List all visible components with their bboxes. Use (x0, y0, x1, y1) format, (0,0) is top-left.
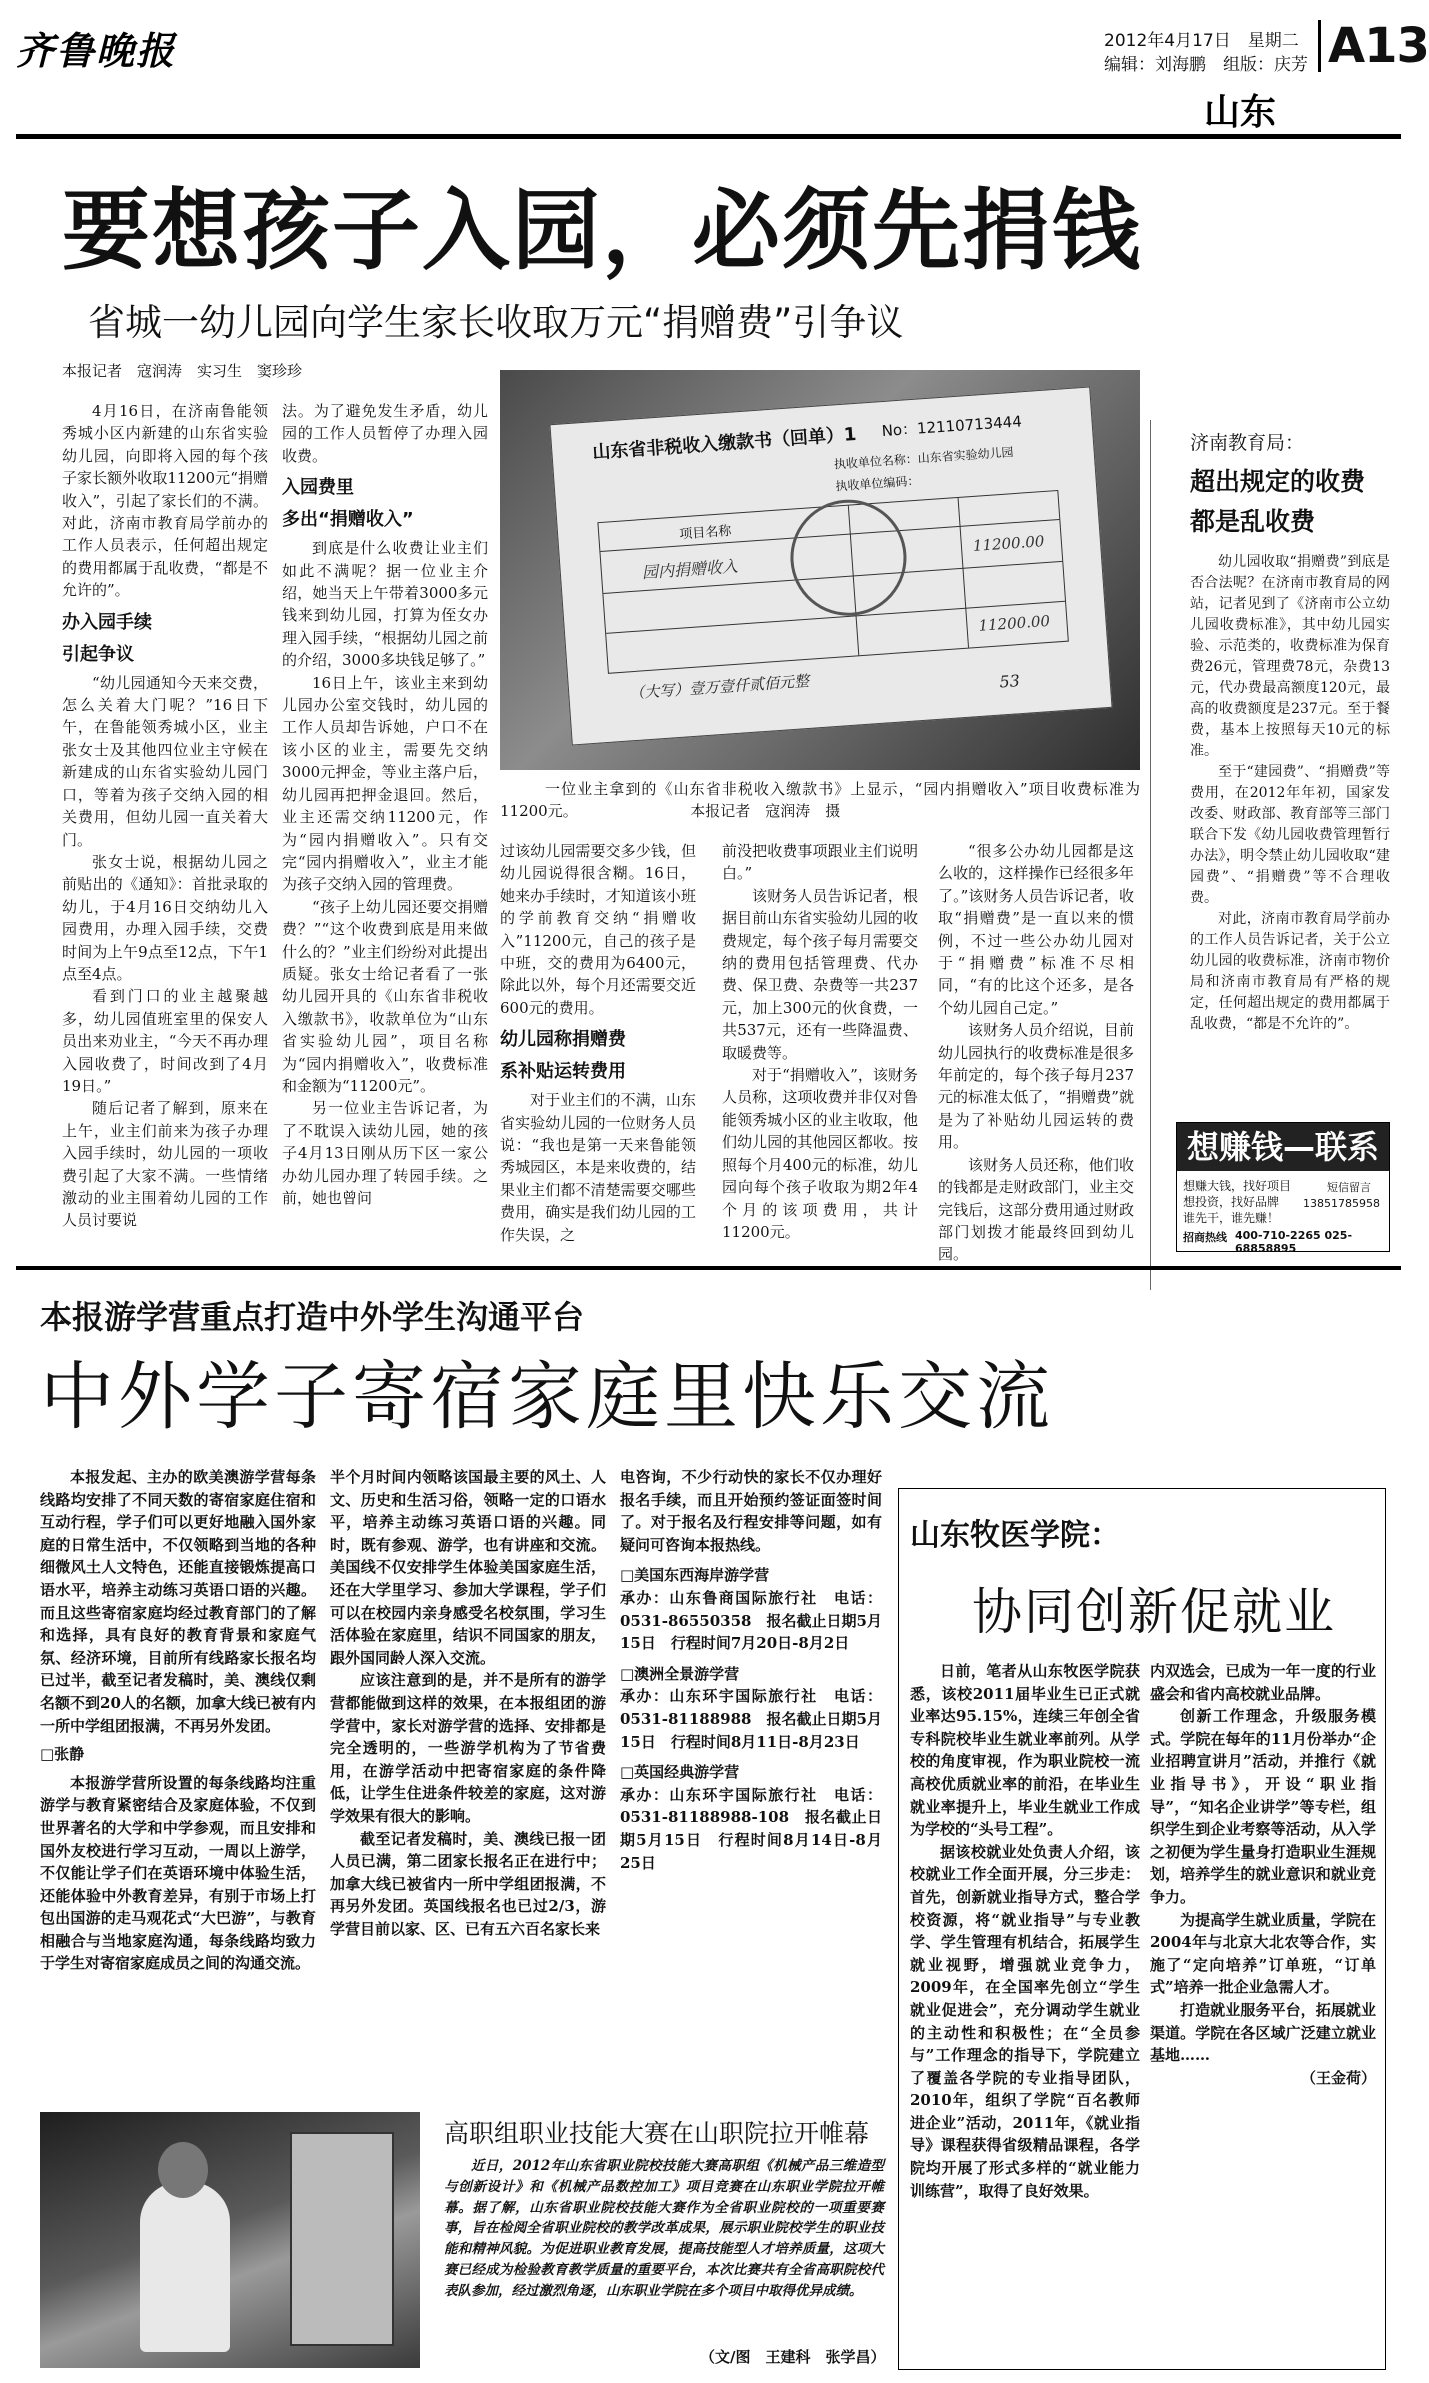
paragraph: “幼儿园通知今天来交费，怎么关着大门呢？”16日下午，在鲁能领秀城小区，业主张女士及其他四位业主守候在新建成的山东省实验幼儿园门口，等着为孩子交纳入园的相关费用，但幼儿园一直关着大门。 (62, 673, 268, 849)
byline: （王金荷） (1300, 2068, 1376, 2087)
subhead: 幼儿园称捐赠费 (500, 1029, 626, 1051)
machine-shape (290, 2132, 394, 2346)
competition-photo (40, 2112, 420, 2368)
paragraph: 16日上午，该业主来到幼儿园办公室交钱时，幼儿园的工作人员却告诉她，户口不在该小区的业主，需要先交纳3000元押金，等业主落户后，幼儿园再把押金退回。然后，业主还需交纳11200元，作为“园内捐赠收入”。只有交完“园内捐赠收入”，业主才能为孩子交纳入园的管理费。 (282, 673, 488, 894)
paragraph: 日前，笔者从山东牧医学院获悉，该校2011届毕业生已正式就业率达95.15%，连续三年创全省专科院校毕业生就业率前列。从学校的角度审视，作为职业院校一流高校优质就业率的前沿，在毕业生就业率提升上，毕业生就业工作成为学校的“头号工程”。 (910, 1662, 1140, 1839)
byline: □张静 (40, 1745, 85, 1764)
ad-line-1: 想赚大钱，找好项目 (1183, 1179, 1292, 1193)
paragraph: 张女士说，根据幼儿园之前贴出的《通知》：首批录取的幼儿，于4月16日交纳幼儿入园费用，办理入园手续，交费时间为上午9点至12点，下午1点至4点。 (62, 852, 268, 983)
list-title: □澳洲全景游学营 (620, 1664, 740, 1683)
ad-box[interactable] (1176, 1122, 1390, 1255)
paragraph: 该财务人员还称，他们收的钱都是走财政部门，业主交完钱后，这部分费用通过财政部门划拨才能最终回到幼儿园。 (938, 1155, 1134, 1264)
paragraph: 至于“建园费”、“捐赠费”等费用，在2012年年初，国家发改委、财政部、教育部等三部门联合下发《幼儿园收费管理暂行办法》，明令禁止幼儿园收取“建园费”、“捐赠费”等不合理收费。 (1190, 764, 1390, 906)
story2-headline: 中外学子寄宿家庭里快乐交流 (40, 1354, 1054, 1440)
list-title: □英国经典游学营 (620, 1763, 740, 1782)
receipt-unit-name: 执收单位名称：山东省实验幼儿园 (833, 445, 1014, 472)
story1-column-4 (722, 840, 918, 1320)
sidebar-divider (1150, 420, 1151, 1290)
paragraph: 对于“捐赠收入”，该财务人员称，这项收费并非仅对鲁能领秀城小区的业主收取，他们幼儿园的其他园区都收。按照每个月400元的标准，幼儿园向每个孩子收取为期2年4个月的该项费用，共计11200元。 (722, 1066, 918, 1241)
subhead: 系补贴运转费用 (500, 1061, 626, 1083)
receipt-title: 山东省非税收入缴款书（回单）1 (591, 423, 858, 464)
paragraph: 随后记者了解到，原来在上午，业主们前来为孩子办理入园手续时，幼儿园的一项收费引起了大家不满。一些情绪激动的业主围着幼儿园的工作人员讨要说 (62, 1099, 268, 1230)
paragraph: 法。为了避免发生矛盾，幼儿园的工作人员暂停了办理入园收费。 (282, 402, 488, 465)
paragraph: 对此，济南市教育局学前办的工作人员告诉记者，关于公立幼儿园的收费标准，济南市物价局和济南市教育局有严格的规定，任何超出规定的费用都属于乱收费，“都是不允许的”。 (1190, 911, 1390, 1032)
masthead-logo: 齐鲁晚报 (16, 28, 177, 73)
paragraph: 对于业主们的不满，山东省实验幼儿园的一位财务人员说：“我也是第一天来鲁能领秀城园区，本是来收费的，结果业主们都不清楚需要交哪些费用，确实是我们幼儿园的工作失误，之 (500, 1091, 696, 1244)
story3-column-2 (1150, 1660, 1376, 2350)
receipt-document (549, 386, 1112, 745)
list-item: 承办：山东环宇国际旅行社 电话：0531-81188988 报名截止日期5月15日 行程时间8月11日-8月23日 (620, 1687, 882, 1751)
sidebar-body (1190, 552, 1390, 1092)
story4-headline: 高职组职业技能大赛在山职院拉开帷幕 (444, 2119, 870, 2148)
receipt-total: 11200.00 (977, 611, 1051, 635)
story1-column-5 (938, 840, 1134, 1320)
story1-subheadline: 省城一幼儿园向学生家长收取万元“捐赠费”引争议 (88, 301, 904, 344)
paragraph: “孩子上幼儿园还要交捐赠费？”“这个收费到底是用来做什么的？”业主们纷纷对此提出质疑。张女士给记者看了一张幼儿园开具的《山东省非税收入缴款书》，收款单位为“山东省实验幼儿园”，项目名称为“园内捐赠收入”，收费标准和金额为“11200元”。 (282, 897, 488, 1095)
paragraph: 据该校就业处负责人介绍，该校就业工作全面开展，分三步走：首先，创新就业指导方式，整合学校资源，将“就业指导”与专业教学、学生管理有机结合，拓展学生就业视野，增强就业竞争力，2009年，在全国率先创立“学生就业促进会”，充分调动学生就业的主动性和积极性；在“全员参与”工作理念的指导下，学院建立了覆盖各学院的专业指导团队，2010年，组织了学院“百名教师进企业”活动，2011年，《就业指导》课程获得省级精品课程，各学院均开展了形式多样的“就业能力训练营”，取得了良好效果。 (910, 1842, 1140, 2200)
paragraph: 创新工作理念，升级服务模式。学院在每年的11月份举办“企业招聘宣讲月”活动，并推行《就业指导书》，开设“职业指导”，“知名企业讲学”等专栏，组织学生到企业考察等活动，从入学之初便为学生量身打造职业生涯规划，培养学生的就业意识和就业竞争力。 (1150, 1707, 1376, 1906)
story2-column-1 (40, 1466, 316, 2106)
paragraph: 到底是什么收费让业主们如此不满呢？据一位业主介绍，她当天上午带着3000多元钱来到幼儿园，打算为侄女办理入园手续，“根据幼儿园之前的介绍，3000多块钱足够了。” (282, 539, 488, 670)
subhead: 引起争议 (62, 643, 134, 665)
page-number: A13 (1328, 18, 1429, 74)
ad-line-2: 想投资，找好品牌 (1183, 1195, 1280, 1209)
story2-column-2 (330, 1466, 606, 2106)
paragraph: 另一位业主告诉记者，为了不耽误入读幼儿园，她的孩子4月13日刚从历下区一家公办幼儿园办理了转园手续。之前，她也曾问 (282, 1099, 488, 1207)
ad-sms-label: 短信留言 (1327, 1181, 1371, 1194)
subhead: 入园费里 (282, 477, 354, 499)
sidebar-label: 济南教育局： (1190, 432, 1305, 454)
list-item: 承办：山东鲁商国际旅行社 电话：0531-86550358 报名截止日期5月15日 行程时间7月20日-8月2日 (620, 1588, 882, 1653)
paragraph: 近日，2012年山东省职业院校技能大赛高职组《机械产品三维造型与创新设计》和《机械产品数控加工》项目竞赛在山东职业学院拉开帷幕。据了解，山东省职业院校技能大赛作为全省职业院校的一项重要赛事，旨在检阅全省职业院校的教学改革成果，展示职业院校学生的职业技能和精神风貌。为促进职业教育发展，提高技能型人才培养质量，这项大赛已经成为检验教育教学质量的重要平台，本次比赛共有全省高职院校代表队参加，经过激烈角逐，山东职业学院在多个项目中取得优异成绩。 (444, 2158, 884, 2299)
story1-column-2 (282, 400, 488, 1320)
section-label: 山东 (1204, 92, 1277, 133)
paragraph: 该财务人员告诉记者，根据目前山东省实验幼儿园的收费规定，每个孩子每月需要交纳的费用包括管理费、代办费、保卫费、杂费等一共237元，加上300元的伙食费，一共537元，还有一些降温费、取暖费等。 (722, 886, 918, 1062)
receipt-item-header: 项目名称 (678, 523, 732, 543)
paragraph: 半个月时间内领略该国最主要的风土、人文、历史和生活习俗，领略一定的口语水平，培养主动练习英语口语的兴趣。同时，既有参观、游学，也有讲座和交流。美国线不仅安排学生体验美国家庭生活，还在大学里学习、参加大学课程，学子们可以在校园内亲身感受名校氛围，学习生活体验在家庭里，结识不同国家的朋友，跟外国同龄人深入交流。 (330, 1468, 606, 1667)
story2-kicker: 本报游学营重点打造中外学生沟通平台 (40, 1298, 585, 1336)
section-divider (16, 1266, 1401, 1270)
paragraph: “很多公办幼儿园都是这么收的，这样操作已经很多年了。”该财务人员告诉记者，收取“捐赠费”是一直以来的惯例，不过一些公办幼儿园对于“捐赠费”标准不尽相同，“有的比这个还多，是各个幼儿园自己定。” (938, 842, 1134, 1017)
paragraph: 本报游学营所设置的每条线路均注重游学与教育紧密结合及家庭体验，不仅到世界著名的大学和中学参观，而且安排和国外友校进行学习互动，一周以上游学，不仅能让学子们在英语环境中体验生活，还能体验中外教育差异，有别于市场上打包出国游的走马观花式“大巴游”，与教育相融合与当地家庭沟通，每条线路均致力于学生对寄宿家庭成员之间的沟通交流。 (40, 1773, 316, 1973)
story3-headline: 协同创新促就业 (972, 1583, 1336, 1641)
paragraph: 4月16日，在济南鲁能领秀城小区内新建的山东省实验幼儿园，向即将入园的每个孩子家长额外收取11200元“捐赠收入”，引起了家长们的不满。对此，济南市教育局学前办的工作人员表示，任何超出规定的费用都属于乱收费，“都是不允许的”。 (62, 402, 268, 600)
ad-line-3: 谁先干，谁先赚！ (1183, 1211, 1280, 1225)
story4-body (444, 2156, 884, 2344)
list-title: □美国东西海岸游学营 (620, 1566, 770, 1585)
paragraph: 看到门口的业主越聚越多，幼儿园值班室里的保安人员出来劝业主，“今天不再办理入园收费了，时间改到了4月19日。” (62, 987, 268, 1095)
ad-title: 想赚钱—联系我 (1177, 1123, 1389, 1171)
paragraph: 前没把收费事项跟业主们说明白。” (722, 842, 918, 883)
paragraph: 为提高学生就业质量，学院在2004年与北京大北农等合作，实施了“定向培养”订单班，“订单式”培养一批企业急需人才。 (1150, 1910, 1376, 1997)
sidebar-head-2: 都是乱收费 (1190, 507, 1316, 536)
paragraph: 电咨询，不少行动快的家长不仅办理好报名手续，而且开始预约签证面签时间了。对于报名及行程安排等问题，如有疑问可咨询本报热线。 (620, 1468, 882, 1554)
receipt-number: No：12110713444 (881, 412, 1023, 441)
story3-column-1 (910, 1660, 1140, 2350)
ad-sms-number: 13851785958 (1303, 1197, 1380, 1210)
masthead-editors: 编辑：刘海鹏 组版：庆芳 (1104, 55, 1308, 75)
story1-headline: 要想孩子入园，必须先捐钱 (62, 179, 1143, 282)
ad-hotline: 400-710-2265 025-68858895 (1235, 1229, 1353, 1255)
subhead: 办入园手续 (62, 611, 152, 633)
subhead: 多出“捐赠收入” (282, 509, 414, 531)
photo-caption: 一位业主拿到的《山东省非税收入缴款书》上显示，“园内捐赠收入”项目收费标准为11200元。 本报记者 寇润涛 摄 (500, 780, 1140, 820)
paragraph: 截至记者发稿时，美、澳线已报一团人员已满，第二团家长报名正在进行中；加拿大线已被省内一所中学组团报满，不再另外发团。英国线报名也已过2/3，游学营目前以家、区、已有五六百名家长来 (330, 1829, 606, 1938)
receipt-item: 园内捐赠收入 (641, 556, 739, 583)
story1-column-1 (62, 400, 268, 1320)
receipt-amount: 11200.00 (972, 532, 1045, 556)
story1-column-3 (500, 840, 696, 1320)
receipt-photo (500, 370, 1140, 770)
receipt-payer: （大写）壹万壹仟贰佰元整 (628, 671, 810, 703)
paragraph: 过该幼儿园需要交多少钱，但幼儿园说得很含糊。16日，她来办手续时，才知道该小班的学前教育交纳“捐赠收入”11200元，自己的孩子是中班，交的费用为6400元，除此以外，每个月还需要交近600元的费用。 (500, 842, 696, 1017)
paragraph: 幼儿园收取“捐赠费”到底是否合法呢？在济南市教育局的网站，记者见到了《济南市公立幼儿园收费标准》，其中幼儿园实验、示范类的，收费标准为保育费26元，管理费78元，杂费13元，代办费最高额度120元，最高的收费额度是237元。至于餐费，基本上按照每天10元的标准。 (1190, 554, 1390, 759)
story1-byline: 本报记者 寇润涛 实习生 窦珍珍 (62, 362, 303, 380)
ad-hotline-label: 招商热线 (1183, 1231, 1227, 1244)
list-item: 承办：山东环宇国际旅行社 电话：0531-81188988-108 报名截止日期5月15日 行程时间8月14日-8月25日 (620, 1785, 882, 1872)
masthead-divider (1318, 20, 1321, 72)
story4-byline: （文/图 王建科 张学昌） (700, 2348, 886, 2366)
top-rule (16, 134, 1401, 139)
sidebar-head-1: 超出规定的收费 (1190, 467, 1366, 496)
paragraph: 本报发起、主办的欧美澳游学营每条线路均安排了不同天数的寄宿家庭住宿和互动行程，学子们可以更好地融入国外家庭的日常生活中，不仅领略到当地的各种细微风土人文特色，还能直接锻炼提高口语水平，培养主动练习英语口语的兴趣。而且这些寄宿家庭均经过教育部门的了解和选择，具有良好的教育背景和家庭气氛、经济环境，目前所有线路家长报名均已过半，截至记者发稿时，美、澳线仅剩名额不到20人的名额，加拿大线已被有内一所中学组团报满，不再另外发团。 (40, 1468, 316, 1735)
paragraph: 打造就业服务平台，拓展就业渠道。学院在各区域广泛建立就业基地…… (1150, 2000, 1376, 2065)
paragraph: 该财务人员介绍说，目前幼儿园执行的收费标准是很多年前定的，每个孩子每月237元的标准太低了，“捐赠费”就是为了补贴幼儿园运转的费用。 (938, 1021, 1134, 1152)
story3-kicker: 山东牧医学院： (910, 1518, 1120, 1553)
person-shape (140, 2182, 230, 2352)
person-head (158, 2142, 208, 2198)
paragraph: 应该注意到的是，并不是所有的游学营都能做到这样的效果，在本报组团的游学营中，家长对游学营的选择、安排都是完全透明的，一些游学机构为了节省费用，在游学活动中把寄宿家庭的条件降低，让学生住进条件较差的家庭，这对游学效果有很大的影响。 (330, 1671, 606, 1825)
receipt-unit-code: 执收单位编码： (834, 473, 920, 494)
receipt-handwritten-number: 53 (998, 671, 1021, 692)
paragraph: 内双选会，已成为一年一度的行业盛会和省内高校就业品牌。 (1150, 1662, 1376, 1703)
masthead-date: 2012年4月17日 星期二 (1104, 31, 1299, 51)
story2-column-3 (620, 1466, 882, 2106)
